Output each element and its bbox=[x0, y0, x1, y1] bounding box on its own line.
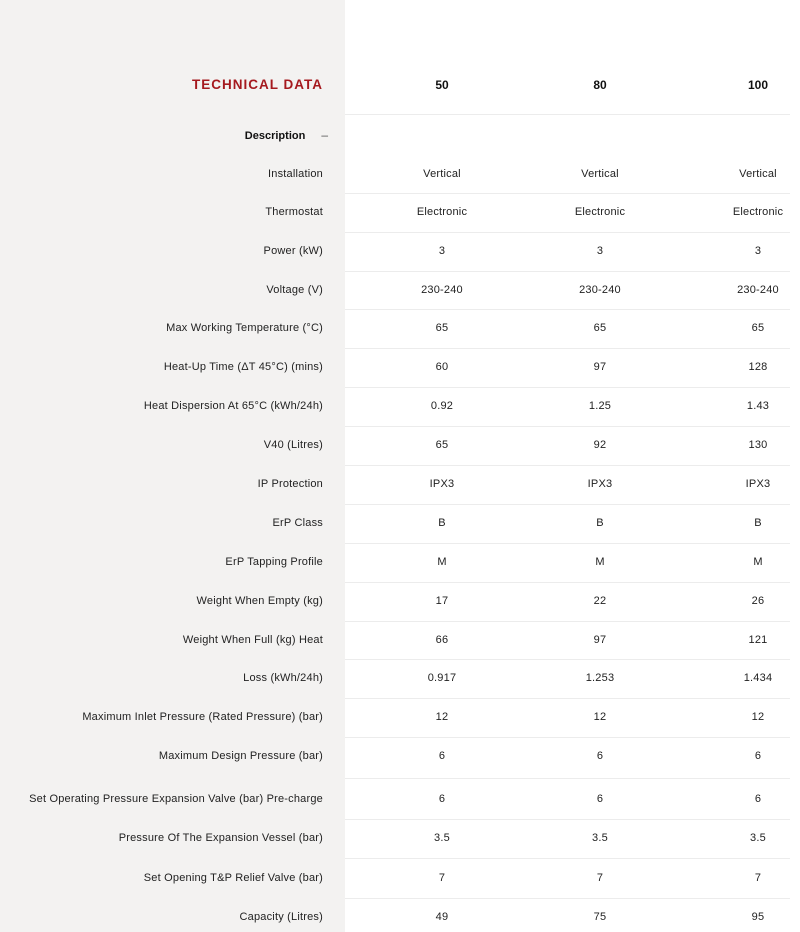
table-cell: 230-240 bbox=[737, 284, 779, 296]
minus-icon[interactable]: – bbox=[321, 128, 328, 142]
table-cell: 230-240 bbox=[579, 284, 621, 296]
table-cell: B bbox=[438, 517, 446, 529]
table-cell: 17 bbox=[435, 595, 449, 607]
row-divider bbox=[345, 778, 790, 779]
table-cell: Electronic bbox=[574, 206, 626, 218]
row-divider bbox=[345, 543, 790, 544]
table-cell: 6 bbox=[754, 793, 762, 805]
row-divider bbox=[345, 858, 790, 859]
row-label: Pressure Of The Expansion Vessel (bar) bbox=[118, 832, 323, 844]
table-cell: 65 bbox=[593, 322, 607, 334]
row-divider bbox=[345, 659, 790, 660]
table-cell: 65 bbox=[435, 322, 449, 334]
table-cell: 66 bbox=[435, 634, 449, 646]
table-cell: 3.5 bbox=[592, 832, 608, 844]
row-divider bbox=[345, 348, 790, 349]
table-cell: M bbox=[595, 556, 605, 568]
row-label: Loss (kWh/24h) bbox=[243, 672, 323, 684]
row-divider bbox=[345, 232, 790, 233]
description-label: Description bbox=[244, 130, 306, 142]
row-label: ErP Tapping Profile bbox=[225, 556, 323, 568]
row-label: Heat Dispersion At 65°C (kWh/24h) bbox=[143, 400, 323, 412]
row-label: Capacity (Litres) bbox=[239, 911, 323, 923]
table-cell: Electronic bbox=[416, 206, 468, 218]
table-cell: 49 bbox=[435, 911, 449, 923]
table-cell: 3 bbox=[438, 245, 446, 257]
row-label: V40 (Litres) bbox=[263, 439, 323, 451]
row-label: Maximum Design Pressure (bar) bbox=[158, 750, 323, 762]
table-cell: IPX3 bbox=[745, 478, 771, 490]
table-cell: 3 bbox=[754, 245, 762, 257]
technical-data-title: TECHNICAL DATA bbox=[192, 77, 323, 92]
table-cell: 230-240 bbox=[421, 284, 463, 296]
row-label: Set Opening T&P Relief Valve (bar) bbox=[143, 872, 323, 884]
table-cell: Vertical bbox=[423, 168, 461, 180]
table-cell: 26 bbox=[751, 595, 765, 607]
table-cell: 75 bbox=[593, 911, 607, 923]
table-cell: 1.25 bbox=[588, 400, 612, 412]
table-cell: 1.253 bbox=[585, 672, 615, 684]
row-label: Weight When Full (kg) Heat bbox=[182, 634, 323, 646]
description-section-toggle[interactable] bbox=[245, 125, 328, 145]
row-label: Set Operating Pressure Expansion Valve (bar) Pre-charge bbox=[29, 793, 323, 805]
table-cell: 65 bbox=[751, 322, 765, 334]
table-cell: Vertical bbox=[739, 168, 777, 180]
table-cell: IPX3 bbox=[587, 478, 613, 490]
table-cell: 1.43 bbox=[746, 400, 770, 412]
row-label: Voltage (V) bbox=[266, 284, 323, 296]
table-cell: 65 bbox=[435, 439, 449, 451]
row-label: Weight When Empty (kg) bbox=[196, 595, 323, 607]
row-label: Heat-Up Time (ΔT 45°C) (mins) bbox=[163, 361, 323, 373]
row-divider bbox=[345, 621, 790, 622]
table-cell: 128 bbox=[748, 361, 768, 373]
table-cell: 130 bbox=[748, 439, 768, 451]
row-divider bbox=[345, 193, 790, 194]
table-cell: 12 bbox=[751, 711, 765, 723]
table-cell: 1.434 bbox=[743, 672, 773, 684]
row-divider bbox=[345, 737, 790, 738]
table-cell: 22 bbox=[593, 595, 607, 607]
table-cell: 7 bbox=[596, 872, 604, 884]
row-divider bbox=[345, 426, 790, 427]
table-cell: 6 bbox=[596, 750, 604, 762]
table-cell: 0.92 bbox=[430, 400, 454, 412]
column-header-100: 100 bbox=[747, 78, 769, 92]
row-divider bbox=[345, 465, 790, 466]
table-cell: 3 bbox=[596, 245, 604, 257]
table-cell: 3.5 bbox=[434, 832, 450, 844]
table-cell: 12 bbox=[435, 711, 449, 723]
row-label: Max Working Temperature (°C) bbox=[166, 322, 323, 334]
row-divider bbox=[345, 698, 790, 699]
table-cell: 0.917 bbox=[427, 672, 457, 684]
table-cell: 12 bbox=[593, 711, 607, 723]
table-cell: 95 bbox=[751, 911, 765, 923]
row-divider bbox=[345, 271, 790, 272]
row-label: Installation bbox=[268, 168, 323, 180]
table-cell: 60 bbox=[435, 361, 449, 373]
row-divider bbox=[345, 819, 790, 820]
table-cell: 6 bbox=[438, 750, 446, 762]
row-divider bbox=[345, 504, 790, 505]
row-label: Maximum Inlet Pressure (Rated Pressure) (bar) bbox=[82, 711, 323, 723]
table-cell: 3.5 bbox=[750, 832, 766, 844]
table-cell: 92 bbox=[593, 439, 607, 451]
column-header-50: 50 bbox=[435, 78, 449, 92]
table-cell: Vertical bbox=[581, 168, 619, 180]
table-cell: M bbox=[753, 556, 763, 568]
table-cell: IPX3 bbox=[429, 478, 455, 490]
header-divider bbox=[345, 114, 790, 115]
row-divider bbox=[345, 898, 790, 899]
table-cell: 121 bbox=[748, 634, 768, 646]
table-cell: 6 bbox=[596, 793, 604, 805]
row-label: Thermostat bbox=[265, 206, 323, 218]
table-cell: M bbox=[437, 556, 447, 568]
row-divider bbox=[345, 582, 790, 583]
row-label: Power (kW) bbox=[263, 245, 323, 257]
row-label: ErP Class bbox=[272, 517, 323, 529]
row-divider bbox=[345, 387, 790, 388]
table-cell: Electronic bbox=[732, 206, 784, 218]
row-divider bbox=[345, 309, 790, 310]
table-cell: 6 bbox=[438, 793, 446, 805]
table-cell: 6 bbox=[754, 750, 762, 762]
column-header-80: 80 bbox=[593, 78, 607, 92]
table-cell: 7 bbox=[754, 872, 762, 884]
table-cell: B bbox=[596, 517, 604, 529]
table-cell: B bbox=[754, 517, 762, 529]
table-cell: 7 bbox=[438, 872, 446, 884]
table-cell: 97 bbox=[593, 634, 607, 646]
table-cell: 97 bbox=[593, 361, 607, 373]
row-label: IP Protection bbox=[257, 478, 323, 490]
